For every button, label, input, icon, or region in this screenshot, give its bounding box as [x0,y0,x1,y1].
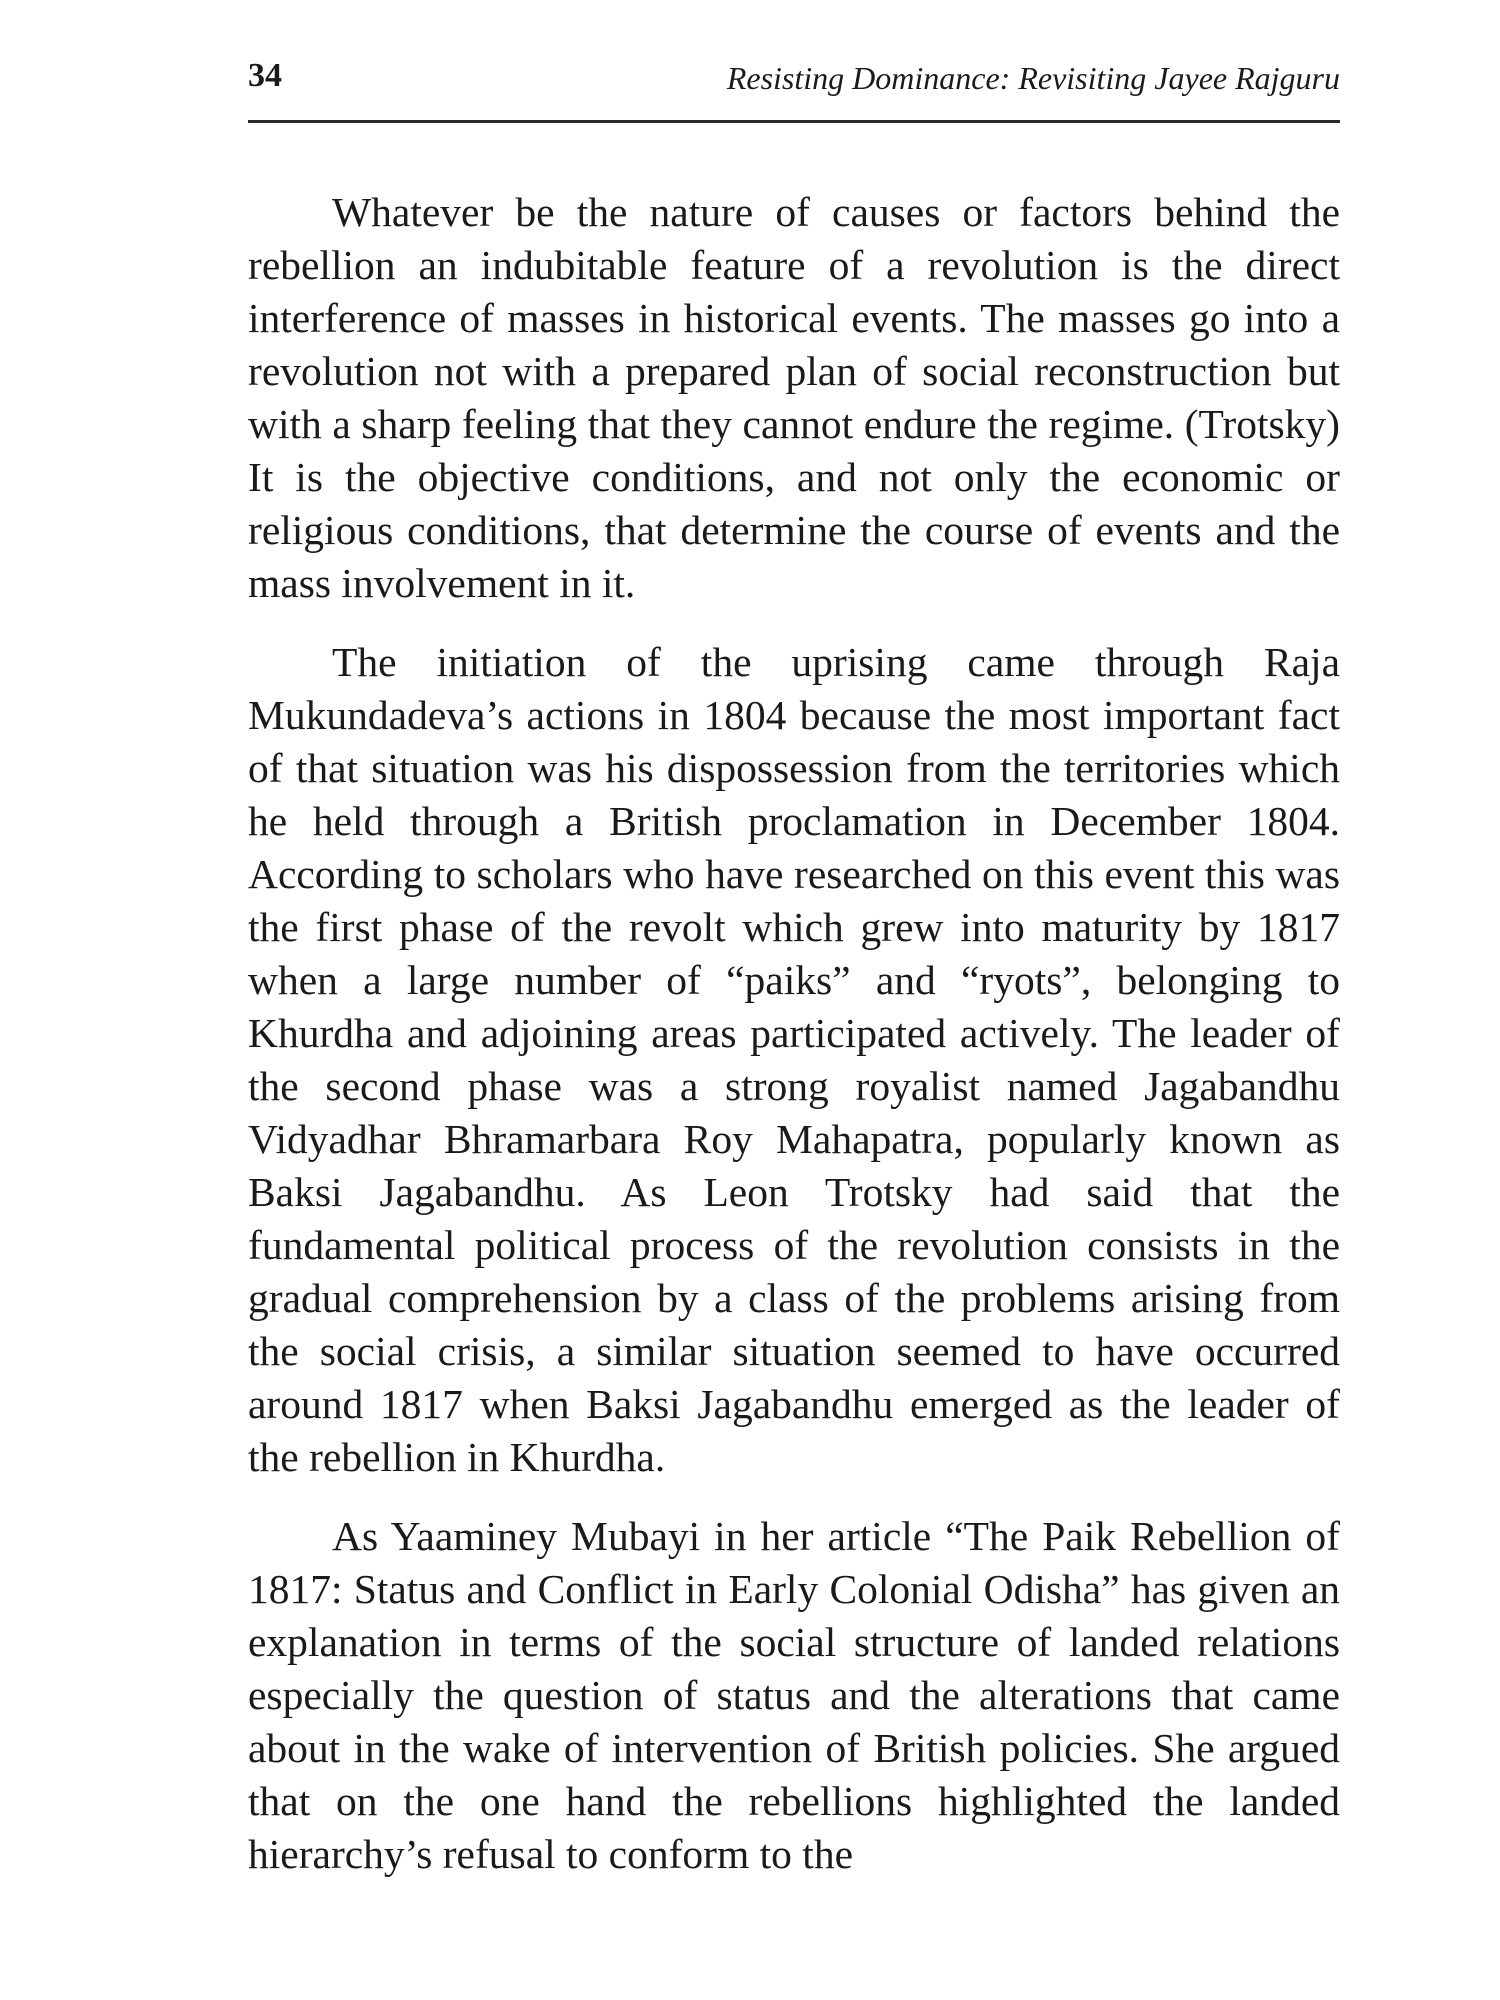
paragraph-3: As Yaaminey Mubayi in her article “The Paik Rebellion of 1817: Status and Conflict in Early Colonial Odisha” has given an explanation in terms of the social structure of landed relations especially the question of status and the alterations that came about in the wake of intervention of British policies. She argued that on the one hand the rebellions highlighted the landed hierarchy’s refusal to conform to the [248,1513,1340,1877]
header-rule [248,120,1340,123]
running-title: Resisting Dominance: Revisiting Jayee Rajguru [726,60,1340,96]
paragraph-1: Whatever be the nature of causes or factors behind the rebellion an indubitable feature of a revolution is the direct interference of masses in historical events. The masses go into a revolution not with a prepared plan of social reconstruction but with a sharp feeling that they cannot endure the regime. (Trotsky) It is the objective conditions, and not only the economic or religious conditions, that determine the course of events and the mass involvement in it. [248,189,1340,606]
paragraph-2: The initiation of the uprising came through Raja Mukundadeva’s actions in 1804 because the most important fact of that situation was his dispossession from the territories which he held through a British proclamation in December 1804. According to scholars who have researched on this event this was the first phase of the revolt which grew into maturity by 1817 when a large number of “paiks” and “ryots”, belonging to Khurdha and adjoining areas participated actively. The leader of the second phase was a strong royalist named Jagabandhu Vidyadhar Bhramarbara Roy Mahapatra, popularly known as Baksi Jagabandhu. As Leon Trotsky had said that the fundamental political process of the revolution consists in the gradual comprehension by a class of the problems arising from the social crisis, a similar situation seemed to have occurred around 1817 when Baksi Jagabandhu emerged as the leader of the rebellion in Khurdha. [248,639,1340,1480]
body-text [248,186,1340,1907]
page-number: 34 [248,57,282,94]
running-head [248,52,1340,104]
